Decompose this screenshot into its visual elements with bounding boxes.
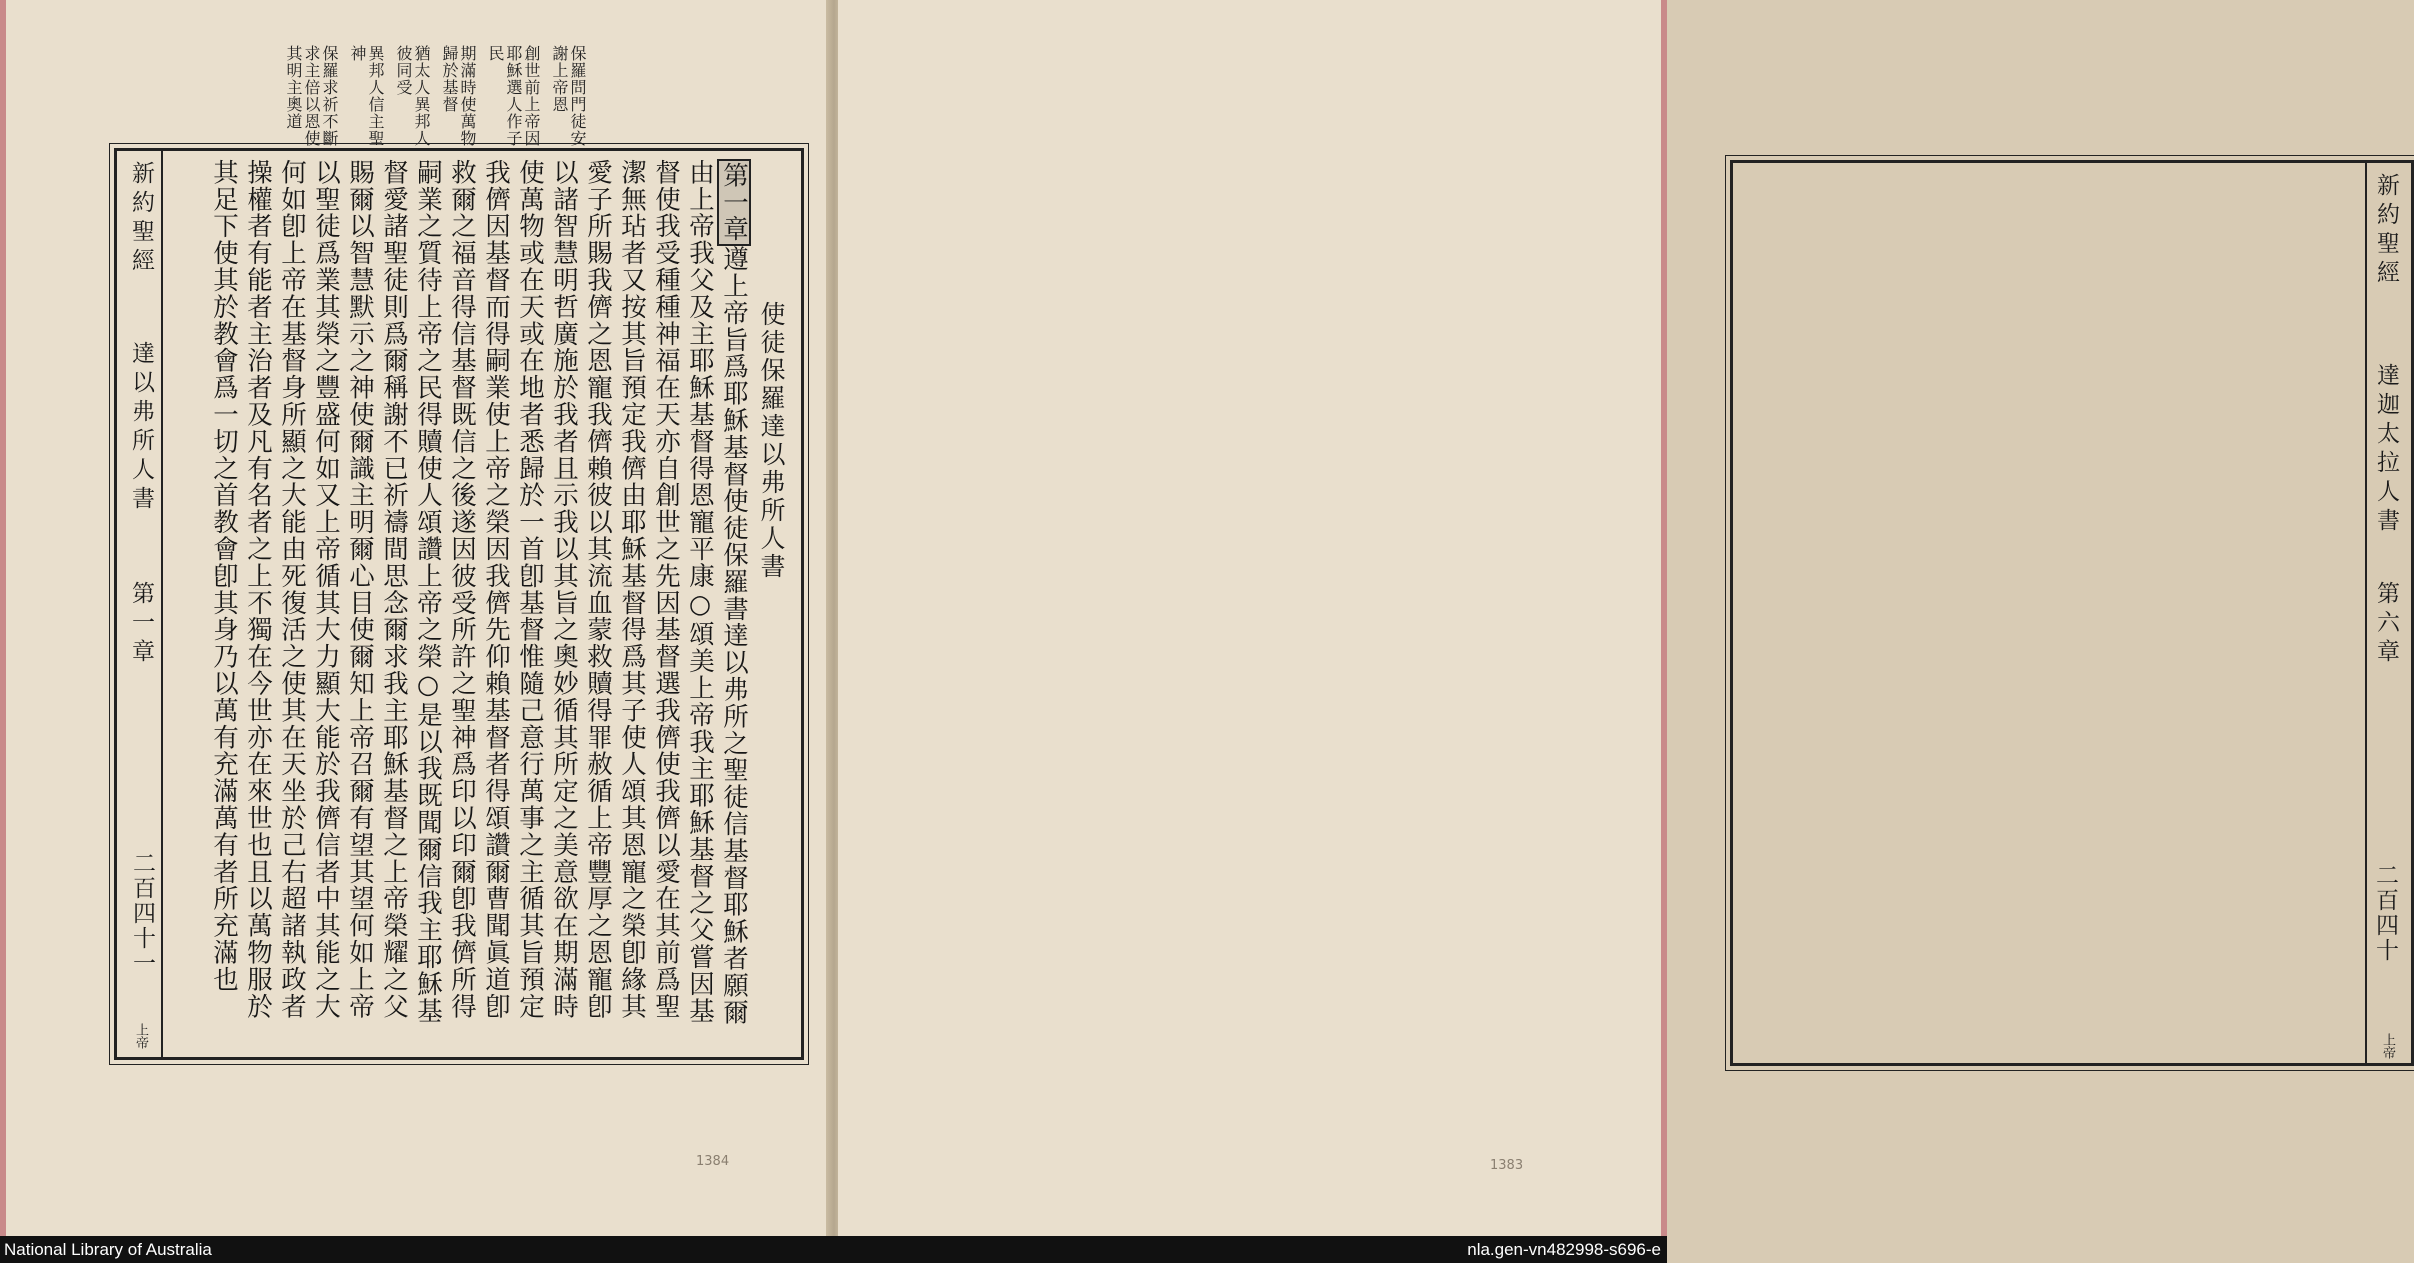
running-title: 新約聖經 [2373, 173, 2399, 289]
running-chapter: 第六章 [2373, 581, 2399, 668]
handwritten-number: 1384 [696, 1154, 730, 1169]
running-book: 達以弗所人書 [128, 341, 154, 515]
page-footer-mark: 上帝 [2380, 1033, 2395, 1059]
item-identifier: nla.gen-vn482998-s696-e [1467, 1240, 1661, 1259]
chapter-mark: 第一章 [717, 159, 751, 246]
column-rule [2365, 163, 2367, 1063]
left-page [0, 0, 833, 1236]
institution-label: National Library of Australia [4, 1240, 212, 1259]
body-text [161, 159, 751, 1029]
right-text-frame [1730, 160, 2414, 1066]
margin-note: 保羅求祈不斷求主倍以恩使其明主奧道 [284, 45, 339, 147]
margin-note: 猶太人異邦人彼同受 [394, 45, 431, 147]
running-title: 新約聖經 [128, 161, 154, 277]
left-text-frame [114, 148, 804, 1060]
margin-note: 創世前上帝因耶穌選人作子民 [486, 45, 541, 147]
right-page [838, 0, 2399, 1236]
margin-note: 期滿時使萬物歸於基督 [440, 45, 477, 147]
footer-bar [0, 1236, 1667, 1263]
book-heading: 使徒保羅達以弗所人書 [757, 301, 786, 581]
handwritten-number: 1383 [1490, 1158, 1524, 1173]
margin-note: 異邦人信主聖神 [348, 45, 385, 147]
page-number: 二百四十一 [129, 851, 155, 976]
page-footer-mark: 上帝 [133, 1023, 148, 1049]
margin-note: 保羅問門徒安謝上帝恩 [550, 45, 587, 147]
page-number: 二百四十 [2372, 863, 2398, 963]
running-chapter: 第一章 [128, 581, 154, 668]
running-book: 達迦太拉人書 [2373, 363, 2399, 537]
margin-notes [256, 45, 586, 150]
body-paragraph: 遵上帝旨爲耶穌基督使徒保羅書達以弗所之聖徒信基督耶穌者願爾由上帝我父及主耶穌基督得恩寵平康○頌美上帝我主耶穌基督之父嘗因基督使我受種種神福在天亦自創世之先因基督選我儕使我儕以愛在其前爲聖潔無玷者又按其旨預定我儕由耶穌基督得爲其子使人頌其恩寵之榮卽緣其愛子所賜我儕之恩寵我儕賴彼以其流血蒙救贖得罪赦循上帝豐厚之恩寵卽以諸智慧明哲廣施於我者且示我以其旨之奧妙循其所定之美意欲在期滿時使萬物或在天或在地者悉歸於一首卽基督惟隨己意行萬事之主循其旨預定我儕因基督而得嗣業使上帝之榮因我儕先仰賴基督者得頌讚爾曹聞眞道卽救爾之福音得信基督既信之後遂因彼受所許之聖神爲印以印爾卽我儕所得嗣業之質待上帝之民得贖使人頌讚上帝之榮○是以我既聞爾信我主耶穌基督愛諸聖徒則爲爾稱謝不已祈禱間思念爾求我主耶穌基督之上帝榮耀之父賜爾以智慧默示之神使爾識主明爾心目使爾知上帝召爾有望其望何如上帝以聖徒爲業其榮之豐盛何如又上帝循其大力顯大能於我儕信者中其能之大何如卽上帝在基督身所顯之大能由死復活之使其在天坐於己右超諸執政者操權者有能者主治者及凡有名者之上不獨在今世亦在來世也且以萬物服於其足下使其於教會爲一切之首教會卽其身乃以萬有充滿萬有者所充滿也 [209, 159, 749, 1026]
